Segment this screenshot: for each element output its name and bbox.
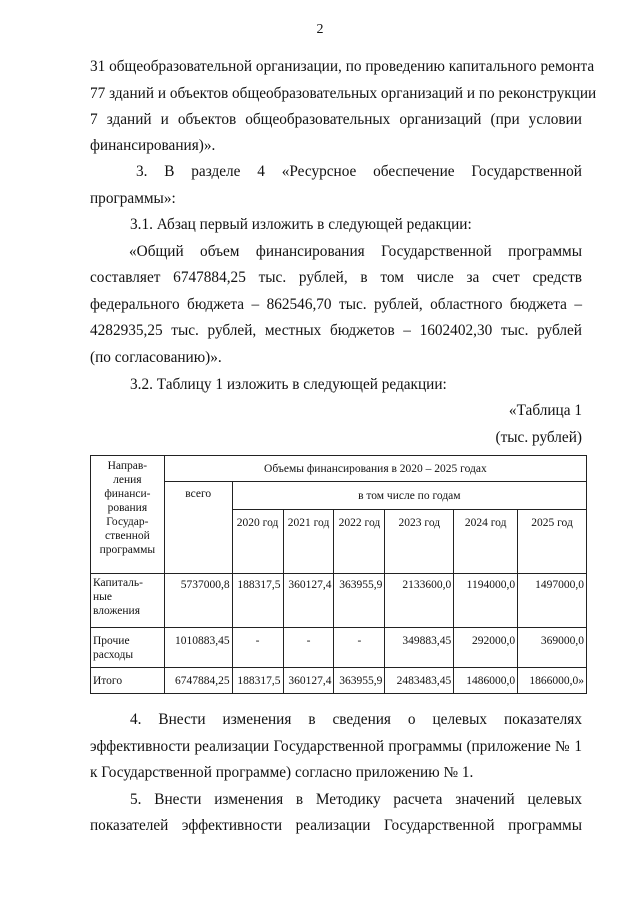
row-value: - — [334, 628, 385, 668]
row-value: 2133600,0 — [385, 574, 454, 628]
paragraph-line: эффективности реализации Государственной программы (приложение № 1 — [90, 738, 582, 755]
section-5-heading: 5. Внести изменения в Методику расчета значений целевых — [130, 791, 582, 808]
row-value: - — [232, 628, 283, 668]
row-total: 5737000,8 — [164, 574, 232, 628]
by-years-header: в том числе по годам — [232, 482, 586, 510]
row-label: Итого — [91, 668, 165, 694]
paragraph-line: финансирования)». — [90, 137, 216, 154]
total-header: всего — [164, 482, 232, 574]
paragraph-line: программы»: — [90, 190, 176, 207]
table-row — [91, 574, 587, 628]
year-header: 2020 год — [232, 510, 283, 574]
paragraph-line: 31 общеобразовательной организации, по проведению капитального ремонта — [90, 58, 595, 75]
row-value: 292000,0 — [454, 628, 518, 668]
row-value: - — [283, 628, 334, 668]
year-header: 2023 год — [385, 510, 454, 574]
paragraph-line: 4282935,25 тыс. рублей, местных бюджетов – 1602402,30 тыс. рублей — [90, 322, 582, 339]
paragraph-line: (по согласованию)». — [90, 349, 222, 366]
page-number: 2 — [316, 22, 324, 37]
financing-table — [90, 455, 587, 694]
row-value: 360127,4 — [283, 574, 334, 628]
paragraph-line: федерального бюджета – 862546,70 тыс. рублей, областного бюджета – — [90, 296, 582, 313]
section-4-heading: 4. Внести изменения в сведения о целевых показателях — [130, 711, 582, 728]
row-value: 188317,5 — [232, 574, 283, 628]
table-units: (тыс. рублей) — [495, 429, 582, 446]
table-caption: «Таблица 1 — [508, 402, 582, 419]
row-total: 6747884,25 — [164, 668, 232, 694]
row-value: 349883,45 — [385, 628, 454, 668]
row-value: 369000,0 — [518, 628, 587, 668]
year-header: 2024 год — [454, 510, 518, 574]
year-header: 2021 год — [283, 510, 334, 574]
volume-header: Объемы финансирования в 2020 – 2025 годах — [164, 456, 586, 482]
year-header: 2025 год — [518, 510, 587, 574]
row-label: Капиталь- ные вложения — [91, 574, 165, 628]
year-header: 2022 год — [334, 510, 385, 574]
row-value: 188317,5 — [232, 668, 283, 694]
table-row — [91, 628, 587, 668]
paragraph-line: составляет 6747884,25 тыс. рублей, в том числе за счет средств — [90, 269, 582, 286]
row-value: 1486000,0 — [454, 668, 518, 694]
row-value: 363955,9 — [334, 574, 385, 628]
item-3-2: 3.2. Таблицу 1 изложить в следующей редакции: — [130, 376, 447, 393]
paragraph-line: 7 зданий и объектов общеобразовательных организаций (при условии — [90, 111, 582, 128]
paragraph-line: «Общий объем финансирования Государственной программы — [129, 243, 582, 260]
row-value: 1194000,0 — [454, 574, 518, 628]
table-row — [91, 668, 587, 694]
paragraph-line: 77 зданий и объектов общеобразовательных организаций и по реконструкции — [90, 85, 597, 102]
row-label: Прочие расходы — [91, 628, 165, 668]
section-3-heading: 3. В разделе 4 «Ресурсное обеспечение Государственной — [136, 163, 582, 180]
row-value: 2483483,45 — [385, 668, 454, 694]
direction-header: Направ- ления финанси- рования Государ- ственной программы — [91, 456, 165, 574]
paragraph-line: показателей эффективности реализации Государственной программы — [90, 817, 582, 834]
row-total: 1010883,45 — [164, 628, 232, 668]
row-value: 363955,9 — [334, 668, 385, 694]
row-value: 1497000,0 — [518, 574, 587, 628]
paragraph-line: к Государственной программе) согласно приложению № 1. — [90, 764, 474, 781]
row-value: 1866000,0» — [518, 668, 587, 694]
item-3-1: 3.1. Абзац первый изложить в следующей редакции: — [130, 216, 472, 233]
row-value: 360127,4 — [283, 668, 334, 694]
